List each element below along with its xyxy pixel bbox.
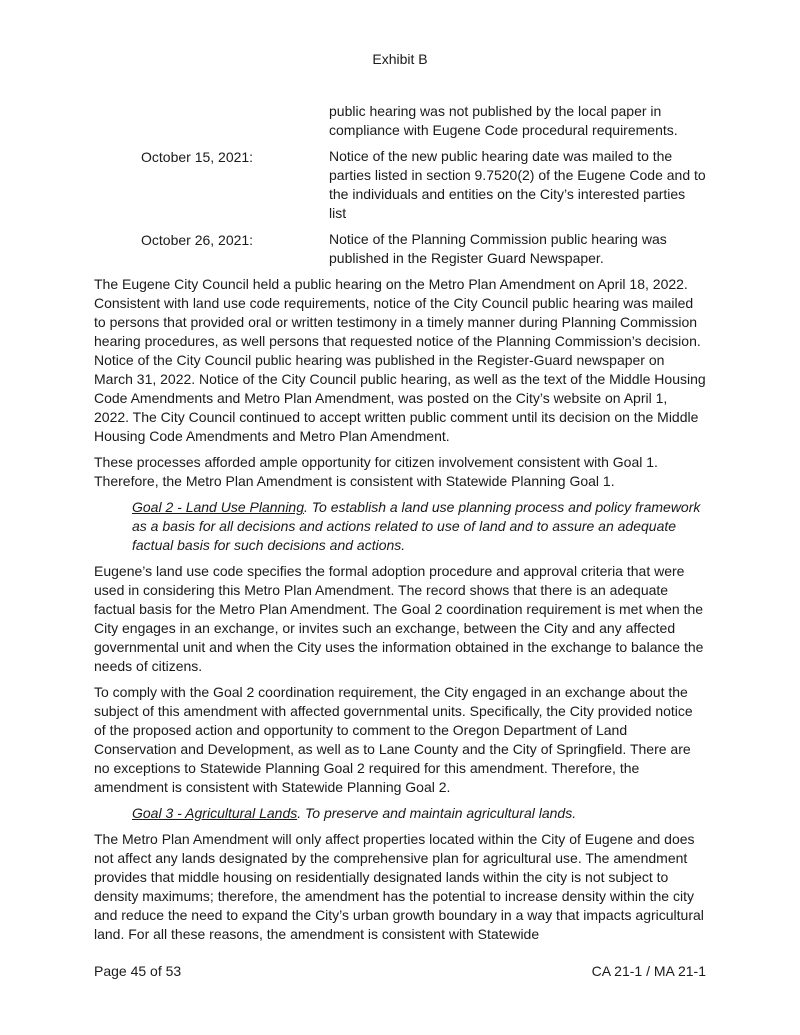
goal2-title: Goal 2 - Land Use Planning [132, 499, 304, 515]
goal3-analysis-paragraph: The Metro Plan Amendment will only affect properties located within the City of Eugene and does not affect any lands designated by the comprehensive plan for agricultural use. The amendment provides that middle housing on residentially designated lands within the city is not subject to density maximums; therefore, the amendment has the potential to increase density within the city and reduce the need to expand the City’s urban growth boundary in a way that impacts agricultural land. For all these reasons, the amendment is consistent with Statewide [94, 831, 704, 942]
goal1-conclusion-paragraph: These processes afforded ample opportunity for citizen involvement consistent with Goal 1. Therefore, the Metro Plan Amendment is consistent with Statewide Planning Goal 1. [94, 454, 658, 489]
goal3-statement [132, 804, 706, 823]
case-number: CA 21-1 / MA 21-1 [591, 963, 706, 979]
timeline-date [141, 102, 329, 140]
goal3-text: . To preserve and maintain agricultural lands. [297, 805, 577, 821]
timeline-row [141, 102, 706, 140]
timeline-date: October 26, 2021: [141, 232, 254, 248]
timeline-text: Notice of the Planning Commission public hearing was published in the Register Guard Newspaper. [329, 231, 667, 266]
page-footer [94, 962, 706, 981]
page-number: Page 45 of 53 [94, 963, 182, 979]
goal2-coordination-paragraph: To comply with the Goal 2 coordination requirement, the City engaged in an exchange about the subject of this amendment with affected governmental units. Specifically, the City provided notice of the proposed action and opportunity to comment to the Oregon Department of Land Conservation and Development, as well as to Lane County and the City of Springfield. There are no exceptions to Statewide Planning Goal 2 required for this amendment. Therefore, the amendment is consistent with Statewide Planning Goal 2. [94, 684, 693, 795]
timeline-row [141, 230, 706, 268]
goal2-procedure-paragraph: Eugene’s land use code specifies the formal adoption procedure and approval criteria that were used in considering this Metro Plan Amendment. The record shows that there is an adequate factual basis for the Metro Plan Amendment. The Goal 2 coordination requirement is met when the City engages in an exchange, or invites such an exchange, between the City and any affected governmental unit and when the City uses the information obtained in the exchange to balance the needs of citizens. [94, 563, 704, 674]
timeline-text: public hearing was not published by the local paper in compliance with Eugene Code procedural requirements. [329, 103, 678, 138]
timeline-row [141, 147, 706, 223]
city-council-hearing-paragraph: The Eugene City Council held a public hearing on the Metro Plan Amendment on April 18, 2022. Consistent with land use code requirements, notice of the City Council public hearing was mailed to persons that provided oral or written testimony in a timely manner during Planning Commission hearing procedures, as well persons that requested notice of the Planning Commission’s decision. Notice of the City Council public hearing was published in the Register-Guard newspaper on March 31, 2022. Notice of the City Council public hearing, as well as the text of the Middle Housing Code Amendments and Metro Plan Amendment, was posted on the City’s website on April 1, 2022. The City Council continued to accept written public comment until its decision on the Middle Housing Code Amendments and Metro Plan Amendment. [94, 276, 706, 444]
hearing-timeline [141, 102, 706, 268]
page-header: Exhibit B [372, 51, 428, 67]
goal2-statement [132, 498, 706, 555]
timeline-date: October 15, 2021: [141, 149, 254, 165]
goal3-title: Goal 3 - Agricultural Lands [132, 805, 298, 821]
goal2-text: . To establish a land use planning process and policy framework as a basis for all decisions and actions related to use of land and to assure an adequate factual basis for such decisions and actions. [132, 499, 701, 553]
timeline-text: Notice of the new public hearing date was mailed to the parties listed in section 9.7520(2) of the Eugene Code and to the individuals and entities on the City’s interested parties list [329, 148, 706, 221]
page-content [94, 102, 706, 951]
